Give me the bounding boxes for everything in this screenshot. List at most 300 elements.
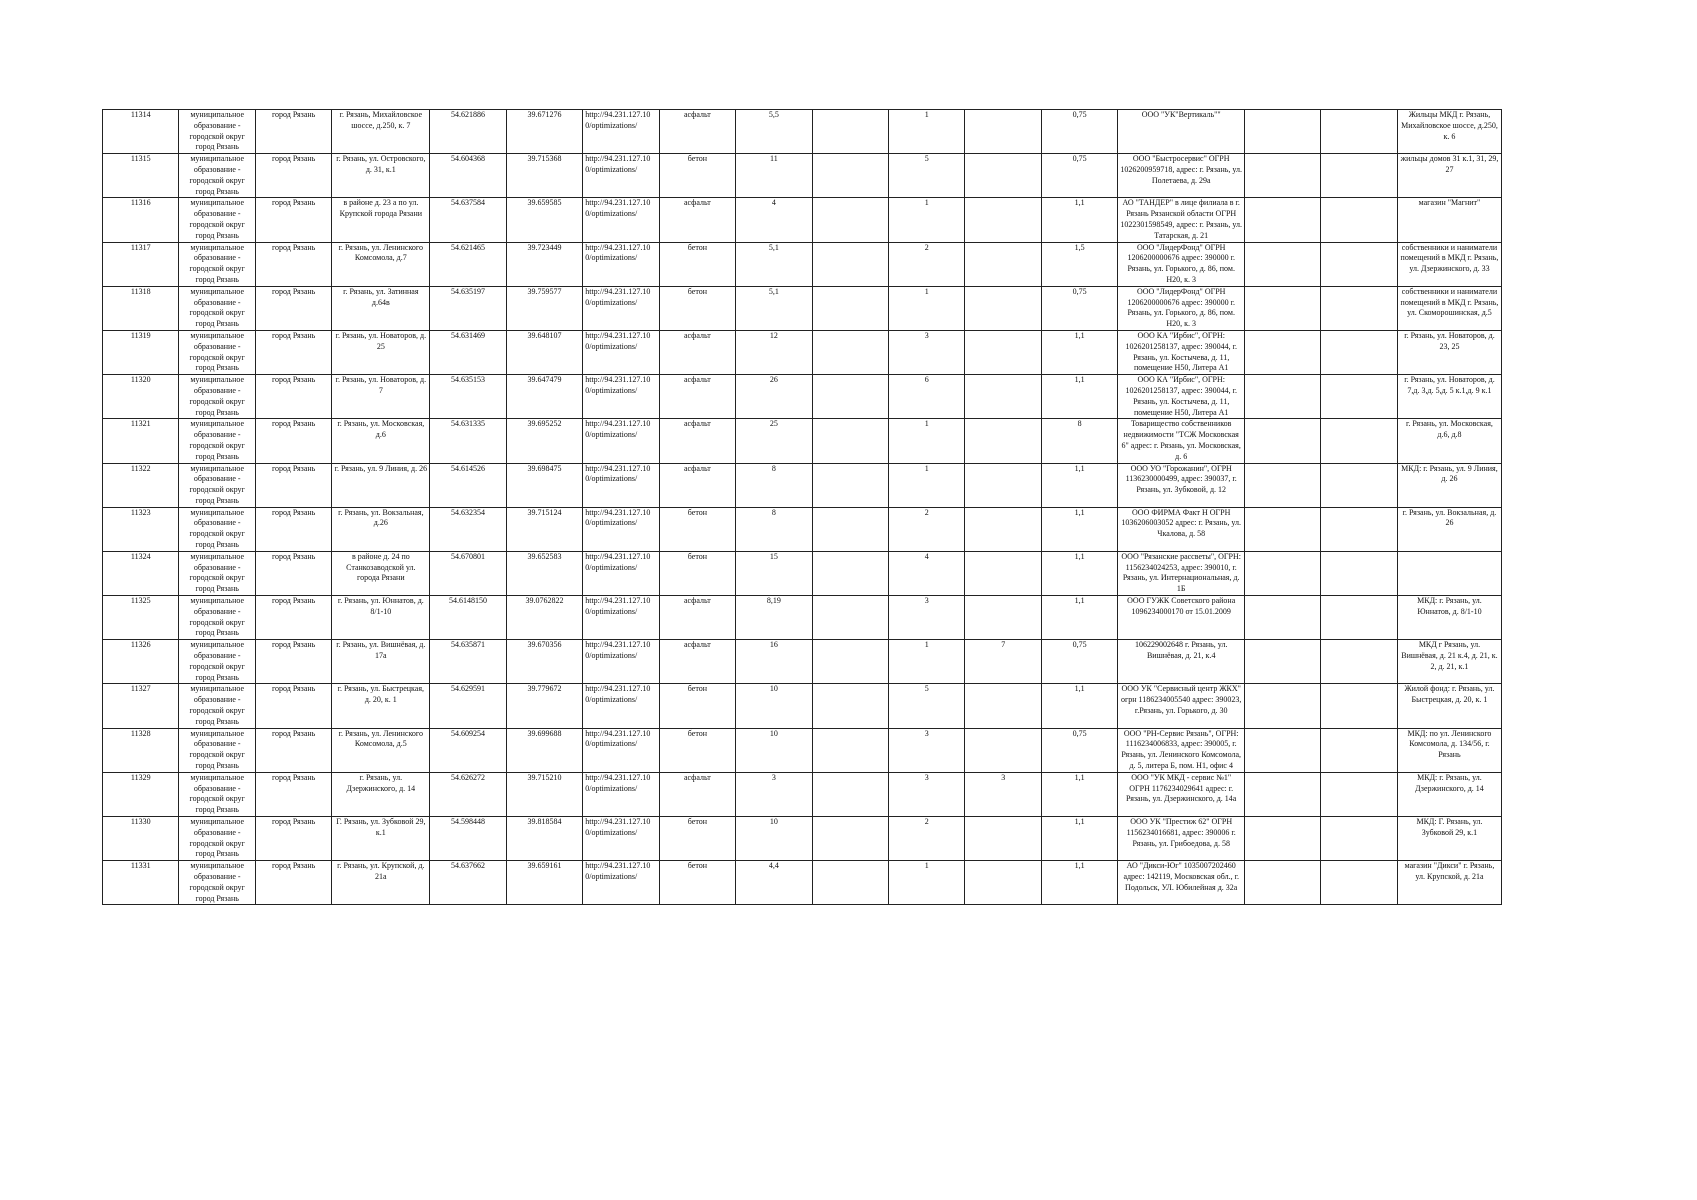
cell-owner: ООО "Быстросервис" ОГРН 1026200959718, адрес: г. Рязань, ул. Полетаева, д. 29а bbox=[1118, 154, 1245, 198]
cell-col-10 bbox=[812, 330, 888, 374]
cell-area: 15 bbox=[736, 551, 812, 595]
cell-col-15 bbox=[1245, 772, 1321, 816]
cell-sources: МКД: Г. Рязань, ул. Зубковой 29, к.1 bbox=[1397, 817, 1501, 861]
cell-col-12 bbox=[965, 861, 1041, 905]
cell-owner: ООО ГУЖК Советского района 1096234000170 от 15.01.2009 bbox=[1118, 596, 1245, 640]
cell-col-11: 3 bbox=[889, 728, 965, 772]
cell-col-11: 4 bbox=[889, 551, 965, 595]
cell-owner: ООО УО "Горожанин", ОГРН 1136230000499, адрес: 390037, г. Рязань, ул. Зубковой, д. 12 bbox=[1118, 463, 1245, 507]
cell-address: в районе д. 24 по Станкозаводской ул. города Рязани bbox=[332, 551, 430, 595]
cell-surface: асфальт bbox=[659, 375, 735, 419]
cell-col-13: 0,75 bbox=[1041, 728, 1117, 772]
cell-city: город Рязань bbox=[255, 198, 331, 242]
cell-surface: бетон bbox=[659, 728, 735, 772]
cell-col-12: 7 bbox=[965, 640, 1041, 684]
cell-area: 10 bbox=[736, 728, 812, 772]
cell-surface: асфальт bbox=[659, 330, 735, 374]
cell-col-12 bbox=[965, 419, 1041, 463]
cell-surface: бетон bbox=[659, 242, 735, 286]
cell-map-link[interactable]: http://94.231.127.10 0/optimizations/ bbox=[583, 817, 659, 861]
cell-city: город Рязань bbox=[255, 861, 331, 905]
cell-col-13: 0,75 bbox=[1041, 640, 1117, 684]
cell-col-15 bbox=[1245, 154, 1321, 198]
cell-sources: собственники и наниматели помещений в МКД г. Рязань, ул. Скоморошинская, д.5 bbox=[1397, 286, 1501, 330]
cell-latitude: 54.6148150 bbox=[430, 596, 506, 640]
cell-municipality: муниципальное образование - городской округ город Рязань bbox=[179, 110, 255, 154]
cell-col-13: 1,1 bbox=[1041, 551, 1117, 595]
cell-owner: ООО "РН-Сервис Рязань", ОГРН: 1116234006833, адрес: 390005, г. Рязань, ул. Ленинского Комсомола, д. 5, литера Б, пом. Н1, офис 4 bbox=[1118, 728, 1245, 772]
cell-id: 11317 bbox=[103, 242, 179, 286]
cell-municipality: муниципальное образование - городской округ город Рязань bbox=[179, 817, 255, 861]
cell-owner: ООО "ЛидерФонд" ОГРН 1206200000676 адрес: 390000 г. Рязань, ул. Горького, д. 86, пом. Н20, к. 3 bbox=[1118, 242, 1245, 286]
cell-col-16 bbox=[1321, 375, 1397, 419]
cell-col-13: 0,75 bbox=[1041, 286, 1117, 330]
cell-map-link[interactable]: http://94.231.127.10 0/optimizations/ bbox=[583, 861, 659, 905]
cell-latitude: 54.635871 bbox=[430, 640, 506, 684]
cell-col-13: 1,1 bbox=[1041, 507, 1117, 551]
cell-longitude: 39.648107 bbox=[506, 330, 582, 374]
cell-surface: асфальт bbox=[659, 463, 735, 507]
cell-city: город Рязань bbox=[255, 154, 331, 198]
cell-id: 11320 bbox=[103, 375, 179, 419]
cell-id: 11314 bbox=[103, 110, 179, 154]
cell-col-11: 1 bbox=[889, 286, 965, 330]
cell-address: г. Рязань, ул. Быстрецкая, д. 20, к. 1 bbox=[332, 684, 430, 728]
cell-area: 12 bbox=[736, 330, 812, 374]
cell-map-link[interactable]: http://94.231.127.10 0/optimizations/ bbox=[583, 330, 659, 374]
cell-longitude: 39.715210 bbox=[506, 772, 582, 816]
cell-col-15 bbox=[1245, 596, 1321, 640]
cell-owner: АО "ТАНДЕР" в лице филиала в г. Рязань Рязанской области ОГРН 1022301598549, адрес: г. Рязань, ул. Татарская, д. 21 bbox=[1118, 198, 1245, 242]
cell-longitude: 39.715368 bbox=[506, 154, 582, 198]
table-row bbox=[103, 772, 1502, 816]
cell-municipality: муниципальное образование - городской округ город Рязань bbox=[179, 198, 255, 242]
cell-col-12 bbox=[965, 817, 1041, 861]
cell-surface: бетон bbox=[659, 286, 735, 330]
cell-col-11: 5 bbox=[889, 684, 965, 728]
cell-owner: ООО КА "Ирбис", ОГРН: 1026201258137, адрес: 390044, г. Рязань, ул. Костычева, д. 11, помещение Н50, Литера А1 bbox=[1118, 375, 1245, 419]
table-row bbox=[103, 596, 1502, 640]
cell-area: 16 bbox=[736, 640, 812, 684]
cell-owner: 106229002648 г. Рязань, ул. Вишнёвая, д. 21, к.4 bbox=[1118, 640, 1245, 684]
cell-id: 11322 bbox=[103, 463, 179, 507]
cell-col-11: 1 bbox=[889, 110, 965, 154]
cell-municipality: муниципальное образование - городской округ город Рязань bbox=[179, 728, 255, 772]
cell-surface: асфальт bbox=[659, 596, 735, 640]
cell-city: город Рязань bbox=[255, 242, 331, 286]
cell-col-11: 2 bbox=[889, 507, 965, 551]
cell-col-12 bbox=[965, 198, 1041, 242]
cell-id: 11321 bbox=[103, 419, 179, 463]
cell-longitude: 39.695252 bbox=[506, 419, 582, 463]
table-row bbox=[103, 198, 1502, 242]
cell-municipality: муниципальное образование - городской округ город Рязань bbox=[179, 286, 255, 330]
cell-col-13: 8 bbox=[1041, 419, 1117, 463]
cell-col-15 bbox=[1245, 507, 1321, 551]
cell-area: 3 bbox=[736, 772, 812, 816]
cell-sources: МКД: г. Рязань, ул. Юннатов, д. 8/1-10 bbox=[1397, 596, 1501, 640]
cell-col-15 bbox=[1245, 684, 1321, 728]
cell-col-15 bbox=[1245, 419, 1321, 463]
cell-longitude: 39.715124 bbox=[506, 507, 582, 551]
cell-latitude: 54.604368 bbox=[430, 154, 506, 198]
cell-municipality: муниципальное образование - городской округ город Рязань bbox=[179, 640, 255, 684]
cell-col-15 bbox=[1245, 463, 1321, 507]
cell-col-13: 1,1 bbox=[1041, 861, 1117, 905]
cell-municipality: муниципальное образование - городской округ город Рязань bbox=[179, 507, 255, 551]
cell-col-16 bbox=[1321, 640, 1397, 684]
cell-id: 11328 bbox=[103, 728, 179, 772]
cell-latitude: 54.632354 bbox=[430, 507, 506, 551]
cell-latitude: 54.635197 bbox=[430, 286, 506, 330]
table-row bbox=[103, 463, 1502, 507]
cell-city: город Рязань bbox=[255, 330, 331, 374]
cell-col-12 bbox=[965, 596, 1041, 640]
cell-map-link[interactable]: http://94.231.127.10 0/optimizations/ bbox=[583, 154, 659, 198]
cell-sources: магазин "Магнит" bbox=[1397, 198, 1501, 242]
table-row bbox=[103, 507, 1502, 551]
cell-city: город Рязань bbox=[255, 375, 331, 419]
cell-col-10 bbox=[812, 772, 888, 816]
cell-surface: бетон bbox=[659, 817, 735, 861]
cell-col-13: 1,1 bbox=[1041, 684, 1117, 728]
cell-id: 11327 bbox=[103, 684, 179, 728]
cell-sources: г. Рязань, ул. Новаторов, д. 7,д. 3,д. 5,д. 5 к.1,д. 9 к.1 bbox=[1397, 375, 1501, 419]
cell-longitude: 39.759577 bbox=[506, 286, 582, 330]
cell-col-11: 1 bbox=[889, 463, 965, 507]
cell-city: город Рязань bbox=[255, 728, 331, 772]
cell-owner: АО "Дикси-Юг" 1035007202460 адрес: 142119, Московская обл., г. Подольск, УЛ. Юбилейная д. 32а bbox=[1118, 861, 1245, 905]
cell-col-12: 3 bbox=[965, 772, 1041, 816]
cell-latitude: 54.637584 bbox=[430, 198, 506, 242]
cell-map-link[interactable]: http://94.231.127.10 0/optimizations/ bbox=[583, 596, 659, 640]
cell-col-13: 0,75 bbox=[1041, 154, 1117, 198]
table-row bbox=[103, 330, 1502, 374]
cell-map-link[interactable]: http://94.231.127.10 0/optimizations/ bbox=[583, 463, 659, 507]
cell-id: 11330 bbox=[103, 817, 179, 861]
cell-longitude: 39.670356 bbox=[506, 640, 582, 684]
cell-surface: асфальт bbox=[659, 198, 735, 242]
cell-col-15 bbox=[1245, 817, 1321, 861]
cell-col-11: 2 bbox=[889, 817, 965, 861]
cell-longitude: 39.723449 bbox=[506, 242, 582, 286]
cell-col-15 bbox=[1245, 640, 1321, 684]
cell-col-15 bbox=[1245, 330, 1321, 374]
cell-area: 10 bbox=[736, 817, 812, 861]
cell-col-16 bbox=[1321, 419, 1397, 463]
cell-surface: бетон bbox=[659, 507, 735, 551]
cell-city: город Рязань bbox=[255, 551, 331, 595]
cell-municipality: муниципальное образование - городской округ город Рязань bbox=[179, 861, 255, 905]
cell-col-12 bbox=[965, 242, 1041, 286]
cell-id: 11324 bbox=[103, 551, 179, 595]
cell-municipality: муниципальное образование - городской округ город Рязань bbox=[179, 242, 255, 286]
cell-surface: бетон bbox=[659, 551, 735, 595]
cell-col-16 bbox=[1321, 772, 1397, 816]
cell-col-15 bbox=[1245, 551, 1321, 595]
cell-col-16 bbox=[1321, 507, 1397, 551]
cell-sources: жильцы домов 31 к.1, 31, 29, 27 bbox=[1397, 154, 1501, 198]
cell-sources: г. Рязань, ул. Московская, д.6, д.8 bbox=[1397, 419, 1501, 463]
cell-col-16 bbox=[1321, 242, 1397, 286]
cell-col-13: 1,5 bbox=[1041, 242, 1117, 286]
cell-col-16 bbox=[1321, 330, 1397, 374]
cell-col-13: 1,1 bbox=[1041, 817, 1117, 861]
cell-col-12 bbox=[965, 684, 1041, 728]
cell-area: 25 bbox=[736, 419, 812, 463]
cell-col-11: 5 bbox=[889, 154, 965, 198]
cell-address: г. Рязань, Михайловское шоссе, д.250, к. 7 bbox=[332, 110, 430, 154]
cell-owner: ООО "УК"Вертикаль"" bbox=[1118, 110, 1245, 154]
cell-area: 8 bbox=[736, 463, 812, 507]
cell-sources: собственники и наниматели помещений в МКД г. Рязань, ул. Дзержинского, д. 33 bbox=[1397, 242, 1501, 286]
cell-col-16 bbox=[1321, 286, 1397, 330]
cell-latitude: 54.635153 bbox=[430, 375, 506, 419]
cell-col-12 bbox=[965, 507, 1041, 551]
cell-col-16 bbox=[1321, 110, 1397, 154]
cell-col-10 bbox=[812, 154, 888, 198]
cell-owner: ООО ФИРМА Факт Н ОГРН 1036206003052 адрес: г. Рязань, ул. Чкалова, д. 58 bbox=[1118, 507, 1245, 551]
cell-col-12 bbox=[965, 286, 1041, 330]
table-row bbox=[103, 419, 1502, 463]
cell-owner: ООО "УК МКД - сервис №1" ОГРН 1176234029641 адрес: г. Рязань, ул. Дзержинского, д. 14а bbox=[1118, 772, 1245, 816]
cell-owner: ООО КА "Ирбис", ОГРН: 1026201258137, адрес: 390044, г. Рязань, ул. Костычева, д. 11, помещение Н50, Литера А1 bbox=[1118, 330, 1245, 374]
cell-municipality: муниципальное образование - городской округ город Рязань bbox=[179, 684, 255, 728]
cell-address: г. Рязань, ул. Крупской, д. 21а bbox=[332, 861, 430, 905]
cell-surface: асфальт bbox=[659, 640, 735, 684]
table-row bbox=[103, 861, 1502, 905]
cell-col-13: 1,1 bbox=[1041, 198, 1117, 242]
cell-col-12 bbox=[965, 463, 1041, 507]
cell-col-12 bbox=[965, 551, 1041, 595]
cell-city: город Рязань bbox=[255, 684, 331, 728]
table-row bbox=[103, 640, 1502, 684]
cell-id: 11331 bbox=[103, 861, 179, 905]
cell-latitude: 54.631335 bbox=[430, 419, 506, 463]
cell-city: город Рязань bbox=[255, 463, 331, 507]
cell-address: г. Рязань, ул. Новаторов, д. 25 bbox=[332, 330, 430, 374]
cell-col-15 bbox=[1245, 110, 1321, 154]
cell-address: Г. Рязань, ул. Зубковой 29, к.1 bbox=[332, 817, 430, 861]
cell-area: 4,4 bbox=[736, 861, 812, 905]
cell-longitude: 39.779672 bbox=[506, 684, 582, 728]
table-row bbox=[103, 551, 1502, 595]
cell-area: 8,19 bbox=[736, 596, 812, 640]
cell-col-12 bbox=[965, 110, 1041, 154]
cell-latitude: 54.609254 bbox=[430, 728, 506, 772]
cell-map-link[interactable]: http://94.231.127.10 0/optimizations/ bbox=[583, 242, 659, 286]
cell-owner: Товарищество собственников недвижимости "ТСЖ Московская 6" адрес: г. Рязань, ул. Московская, д. 6 bbox=[1118, 419, 1245, 463]
cell-col-10 bbox=[812, 507, 888, 551]
cell-col-16 bbox=[1321, 154, 1397, 198]
cell-latitude: 54.629591 bbox=[430, 684, 506, 728]
cell-col-10 bbox=[812, 861, 888, 905]
cell-col-16 bbox=[1321, 463, 1397, 507]
cell-id: 11316 bbox=[103, 198, 179, 242]
cell-id: 11325 bbox=[103, 596, 179, 640]
cell-col-11: 3 bbox=[889, 772, 965, 816]
cell-municipality: муниципальное образование - городской округ город Рязань bbox=[179, 375, 255, 419]
cell-col-15 bbox=[1245, 242, 1321, 286]
cell-col-12 bbox=[965, 375, 1041, 419]
cell-col-10 bbox=[812, 463, 888, 507]
cell-sources: МКД: г. Рязань, ул. Дзержинского, д. 14 bbox=[1397, 772, 1501, 816]
cell-address: г. Рязань, ул. Островского, д. 31, к.1 bbox=[332, 154, 430, 198]
cell-col-11: 2 bbox=[889, 242, 965, 286]
cell-area: 8 bbox=[736, 507, 812, 551]
cell-map-link[interactable]: http://94.231.127.10 0/optimizations/ bbox=[583, 728, 659, 772]
cell-area: 4 bbox=[736, 198, 812, 242]
cell-municipality: муниципальное образование - городской округ город Рязань bbox=[179, 772, 255, 816]
cell-sources: г. Рязань, ул. Вокзальная, д. 26 bbox=[1397, 507, 1501, 551]
table-row bbox=[103, 242, 1502, 286]
cell-city: город Рязань bbox=[255, 596, 331, 640]
cell-col-11: 3 bbox=[889, 596, 965, 640]
cell-latitude: 54.598448 bbox=[430, 817, 506, 861]
cell-sources: Жильцы МКД г. Рязань, Михайловское шоссе, д.250, к. 6 bbox=[1397, 110, 1501, 154]
cell-map-link[interactable]: http://94.231.127.10 0/optimizations/ bbox=[583, 551, 659, 595]
cell-longitude: 39.659585 bbox=[506, 198, 582, 242]
cell-surface: асфальт bbox=[659, 772, 735, 816]
cell-map-link[interactable]: http://94.231.127.10 0/optimizations/ bbox=[583, 640, 659, 684]
cell-col-13: 1,1 bbox=[1041, 375, 1117, 419]
cell-municipality: муниципальное образование - городской округ город Рязань bbox=[179, 551, 255, 595]
cell-col-13: 1,1 bbox=[1041, 772, 1117, 816]
cell-id: 11329 bbox=[103, 772, 179, 816]
cell-map-link[interactable]: http://94.231.127.10 0/optimizations/ bbox=[583, 110, 659, 154]
cell-city: город Рязань bbox=[255, 772, 331, 816]
cell-id: 11323 bbox=[103, 507, 179, 551]
cell-city: город Рязань bbox=[255, 286, 331, 330]
cell-col-10 bbox=[812, 551, 888, 595]
cell-city: город Рязань bbox=[255, 640, 331, 684]
cell-sources: МКД г Рязань, ул. Вишнёвая, д. 21 к.4, д. 21, к. 2, д. 21, к.1 bbox=[1397, 640, 1501, 684]
cell-col-16 bbox=[1321, 551, 1397, 595]
cell-address: в районе д. 23 а по ул. Крупской города Рязани bbox=[332, 198, 430, 242]
cell-col-10 bbox=[812, 110, 888, 154]
cell-latitude: 54.621886 bbox=[430, 110, 506, 154]
cell-surface: асфальт bbox=[659, 110, 735, 154]
table-row bbox=[103, 286, 1502, 330]
cell-col-12 bbox=[965, 154, 1041, 198]
cell-longitude: 39.0762822 bbox=[506, 596, 582, 640]
cell-col-10 bbox=[812, 419, 888, 463]
cell-surface: асфальт bbox=[659, 419, 735, 463]
cell-col-11: 1 bbox=[889, 861, 965, 905]
cell-col-13: 1,1 bbox=[1041, 330, 1117, 374]
cell-col-10 bbox=[812, 286, 888, 330]
cell-col-15 bbox=[1245, 286, 1321, 330]
cell-col-16 bbox=[1321, 728, 1397, 772]
cell-col-10 bbox=[812, 242, 888, 286]
cell-map-link[interactable]: http://94.231.127.10 0/optimizations/ bbox=[583, 772, 659, 816]
cell-sources bbox=[1397, 551, 1501, 595]
cell-area: 10 bbox=[736, 684, 812, 728]
cell-surface: бетон bbox=[659, 154, 735, 198]
cell-id: 11319 bbox=[103, 330, 179, 374]
cell-address: г. Рязань, ул. Вокзальная, д.26 bbox=[332, 507, 430, 551]
cell-area: 5,1 bbox=[736, 286, 812, 330]
registry-table bbox=[102, 109, 1502, 905]
table-row bbox=[103, 684, 1502, 728]
table-row bbox=[103, 375, 1502, 419]
cell-longitude: 39.699688 bbox=[506, 728, 582, 772]
cell-owner: ООО УК "Сервисный центр ЖКХ" огрн 1186234005540 адрес: 390023, г.Рязань, ул. Горького, д. 30 bbox=[1118, 684, 1245, 728]
cell-city: город Рязань bbox=[255, 419, 331, 463]
cell-id: 11318 bbox=[103, 286, 179, 330]
cell-col-10 bbox=[812, 596, 888, 640]
cell-col-16 bbox=[1321, 596, 1397, 640]
cell-city: город Рязань bbox=[255, 507, 331, 551]
cell-map-link[interactable]: http://94.231.127.10 0/optimizations/ bbox=[583, 375, 659, 419]
cell-id: 11326 bbox=[103, 640, 179, 684]
cell-sources: МКД: по ул. Ленинского Комсомола, д. 134/56, г. Рязань bbox=[1397, 728, 1501, 772]
cell-latitude: 54.637662 bbox=[430, 861, 506, 905]
cell-address: г. Рязань, ул. Дзержинского, д. 14 bbox=[332, 772, 430, 816]
cell-col-12 bbox=[965, 330, 1041, 374]
cell-col-13: 1,1 bbox=[1041, 463, 1117, 507]
cell-col-13: 1,1 bbox=[1041, 596, 1117, 640]
cell-address: г. Рязань, ул. Юннатов, д. 8/1-10 bbox=[332, 596, 430, 640]
cell-surface: бетон bbox=[659, 861, 735, 905]
cell-col-11: 1 bbox=[889, 640, 965, 684]
cell-col-10 bbox=[812, 375, 888, 419]
cell-address: г. Рязань, ул. 9 Линия, д. 26 bbox=[332, 463, 430, 507]
cell-owner: ООО УК "Престиж 62" ОГРН 1156234016681, адрес: 390006 г. Рязань, ул. Грибоедова, д. 58 bbox=[1118, 817, 1245, 861]
cell-longitude: 39.671276 bbox=[506, 110, 582, 154]
cell-longitude: 39.818584 bbox=[506, 817, 582, 861]
cell-owner: ООО "Рязанские рассветы", ОГРН: 1156234024253, адрес: 390010, г. Рязань, ул. Интернациональная, д. 1Б bbox=[1118, 551, 1245, 595]
cell-address: г. Рязань, ул. Ленинского Комсомола, д.5 bbox=[332, 728, 430, 772]
cell-city: город Рязань bbox=[255, 110, 331, 154]
cell-surface: бетон bbox=[659, 684, 735, 728]
cell-area: 5,1 bbox=[736, 242, 812, 286]
cell-sources: магазин "Дикси" г. Рязань, ул. Крупской, д. 21а bbox=[1397, 861, 1501, 905]
cell-city: город Рязань bbox=[255, 817, 331, 861]
cell-address: г. Рязань, ул. Ленинского Комсомола, д.7 bbox=[332, 242, 430, 286]
cell-longitude: 39.659161 bbox=[506, 861, 582, 905]
cell-col-10 bbox=[812, 684, 888, 728]
cell-municipality: муниципальное образование - городской округ город Рязань bbox=[179, 154, 255, 198]
cell-latitude: 54.614526 bbox=[430, 463, 506, 507]
cell-col-15 bbox=[1245, 861, 1321, 905]
cell-map-link[interactable]: http://94.231.127.10 0/optimizations/ bbox=[583, 198, 659, 242]
cell-map-link[interactable]: http://94.231.127.10 0/optimizations/ bbox=[583, 419, 659, 463]
cell-col-12 bbox=[965, 728, 1041, 772]
cell-map-link[interactable]: http://94.231.127.10 0/optimizations/ bbox=[583, 684, 659, 728]
table-row bbox=[103, 728, 1502, 772]
cell-col-16 bbox=[1321, 198, 1397, 242]
cell-col-15 bbox=[1245, 375, 1321, 419]
cell-col-10 bbox=[812, 640, 888, 684]
cell-col-11: 6 bbox=[889, 375, 965, 419]
cell-col-10 bbox=[812, 198, 888, 242]
cell-map-link[interactable]: http://94.231.127.10 0/optimizations/ bbox=[583, 507, 659, 551]
cell-longitude: 39.652583 bbox=[506, 551, 582, 595]
cell-longitude: 39.647479 bbox=[506, 375, 582, 419]
cell-longitude: 39.698475 bbox=[506, 463, 582, 507]
cell-col-15 bbox=[1245, 198, 1321, 242]
cell-latitude: 54.670801 bbox=[430, 551, 506, 595]
cell-owner: ООО "ЛидерФонд" ОГРН 1206200000676 адрес: 390000 г. Рязань, ул. Горького, д. 86, пом. Н20, к. 3 bbox=[1118, 286, 1245, 330]
table-row bbox=[103, 817, 1502, 861]
registry-rows bbox=[103, 110, 1502, 905]
cell-sources: МКД: г. Рязань, ул. 9 Линия, д. 26 bbox=[1397, 463, 1501, 507]
cell-area: 26 bbox=[736, 375, 812, 419]
cell-area: 11 bbox=[736, 154, 812, 198]
cell-col-15 bbox=[1245, 728, 1321, 772]
cell-map-link[interactable]: http://94.231.127.10 0/optimizations/ bbox=[583, 286, 659, 330]
